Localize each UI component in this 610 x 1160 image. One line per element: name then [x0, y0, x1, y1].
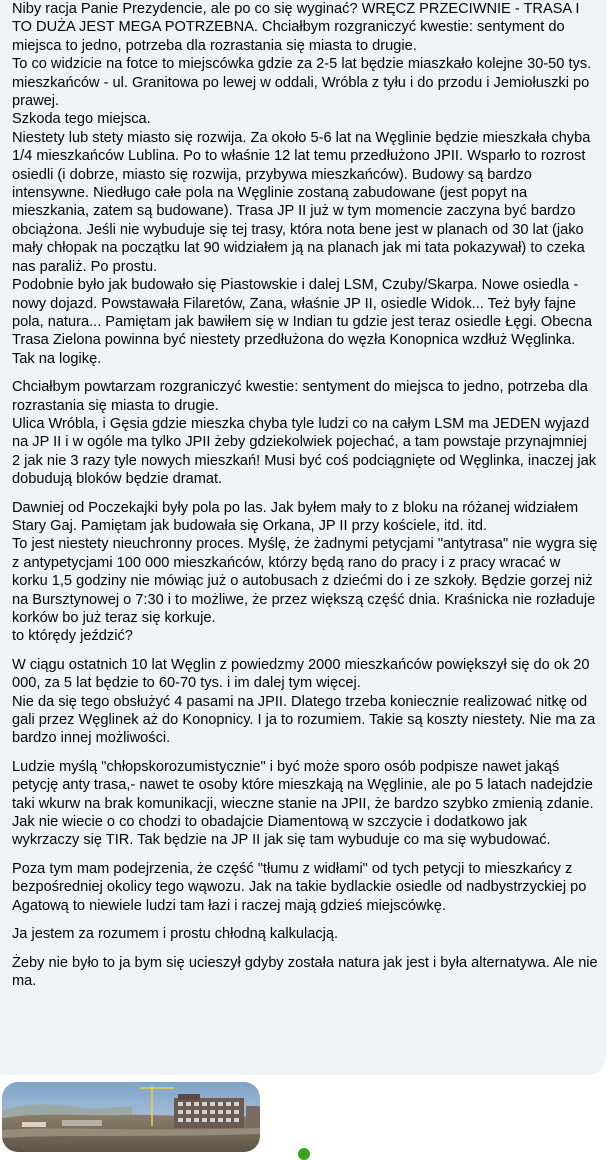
comment-paragraph-2: Chciałbym powtarzam rozgraniczyć kwestie: sentyment do miejsca to jedno, potrzeba dla rozrastania się miasta to drugie. Ulica Wróbla, i Gęsia gdzie mieszka chyba tyle ludzi co na całym LSM ma JEDEN wyjazd na JP II i w ogóle ma tylko JPII żeby gdziekolwiek pojechać, a tam powstaje przynajmniej 2 jak nie 3 razy tyle nowych mieszkań! Musi być coś podciągnięte od Węglinka, inaczej jak dobudują bloków będzie dramat.: [12, 379, 597, 488]
comment-paragraph-3: Dawniej od Poczekajki były pola po las. Jak byłem mały to z bloku na różanej widziałem Stary Gaj. Pamiętam jak budowała się Orkana, JP II przy kościele, itd. itd. To jest niestety nieuchronny proces. Myślę, że żadnymi petycjami "antytrasa" nie wygra się z antypetycjami 100 000 mieszkańców, którzy będą rano do pracy i z pracy wracać w korku 1,5 godziny nie mówiąc już o autobusach z dziećmi do i ze szkoły. Będzie gorzej niż na Bursztynowej o 7:30 i to możliwe, że przez większą część dnia. Kraśnicka nie rozładuje korków bo już teraz się korkuje. to którędy jeździć?: [12, 499, 598, 645]
comment-paragraph-7: Ja jestem za rozumem i prostu chłodną kalkulacją.: [12, 926, 339, 943]
comment-paragraph-6: Poza tym mam podejrzenia, że część "tłumu z widłami" od tych petycji to mieszkańcy z bezpośredniej okolicy tego wąwozu. Jak na takie bydlackie osiedle od nadbystrzyckiej po Agatową to niewiele ludzi tam łazi i raczej mają gdzieś miejscówkę.: [12, 860, 587, 914]
comment-paragraph-4: W ciągu ostatnich 10 lat Węglin z powiedzmy 2000 mieszkańców powiększył się do ok 20 000, za 5 lat będzie to 60-70 tys. i im dalej tym więcej. Nie da się tego obsłużyć 4 pasami na JPII. Dlatego trzeba koniecznie realizować nitkę od gali przez Węglinek aż do Konopnicy. I ja to rozumiem. Takie są koszty niestety. Nie ma za bardzo innej możliwości.: [12, 656, 596, 747]
comment-paragraph-5: Ludzie myślą "chłopskorozumistycznie" i być może sporo osób podpisze nawet jakąś petycję anty trasa,- nawet te osoby które mieszkają na Węglinie, ale po 5 latach nadejdzie taki wkurw na brak komunikacji, wieczne stanie na JPII, że bardzo szybko zmienią zdanie. Jak nie wiecie o co chodzi to obadajcie Diamentową w szczycie i dodatkowo jak wykrzaczy się TIR. Tak będzie na JP II jak się tam wybuduje co ma się wybudować.: [12, 758, 594, 849]
comment-paragraph-8: Żeby nie było to ja bym się ucieszył gdyby została natura jak jest i była alternatywa. Ale nie ma.: [12, 954, 598, 989]
online-status-dot: [298, 1148, 310, 1160]
comment-paragraph-1: Niby racja Panie Prezydencie, ale po co się wyginać? WRĘCZ PRZECIWNIE - TRASA I TO DUŻA JEST MEGA POTRZEBNA. Chciałbym rozgraniczyć kwestie: sentyment do miejsca to jedno, potrzeba dla rozrastania się miasta to drugie. To co widzicie na fotce to miejscówka gdzie za 2-5 lat będzie miaszkało kolejne 30-50 tys. mieszkańców - ul. Granitowa po lewej w oddali, Wróbla z tyłu i do przodu i Jemiołuszki po prawej. Szkoda tego miejsca. Niestety lub stety miasto się rozwija. Za około 5-6 lat na Węglinie będzie mieszkała chyba 1/4 mieszkańców Lublina. Po to właśnie 12 lat temu przedłużono JPII. Wsparło to rozrost osiedli (i dobrze, miasto się rozwija, przybywa mieszkańców). Budowy są bardzo intensywne. Niedługo całe pola na Węglinie zostaną zabudowane (jest popyt na mieszkania, zatem są budowane). Trasa JP II już w tym momencie zaczyna być bardzo obciążona. Jeśli nie wybuduje się tej trasy, która nota bene jest w planach od 30 lat (jako mały chłopak na początku lat 90 widziałem ją na planach jak mi tata pokazywał) to czeka nas paraliż. Po prostu. Podobnie było jak budowało się Piastowskie i dalej LSM, Czuby/Skarpa. Nowe osiedla - nowy dojazd. Powstawała Filaretów, Zana, właśnie JP II, osiedle Widok... Też były fajne pola, natura... Pamiętam jak bawiłem się w Indian tu gdzie jest teraz osiedle Łęgi. Obecna Trasa Zielona powinna być niestety przedłużona do węzła Konopnica wzdłuż Węglinka. Tak na logikę.: [12, 1, 593, 367]
attached-photo[interactable]: [2, 1082, 260, 1152]
construction-panorama-image: [2, 1082, 260, 1152]
